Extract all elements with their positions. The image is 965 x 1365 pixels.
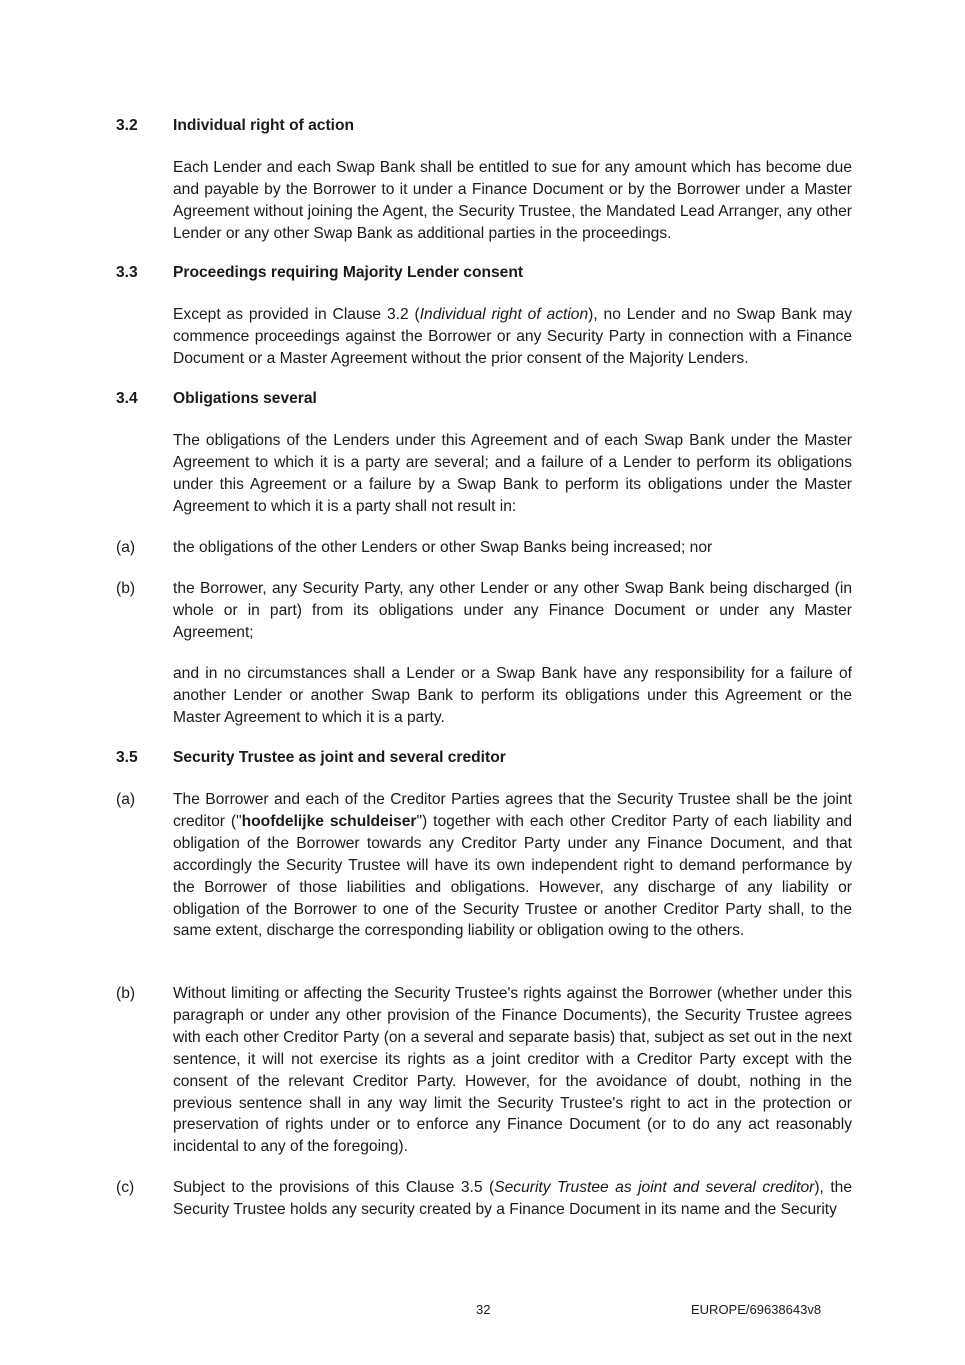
clause-reference: Individual right of action (419, 306, 589, 323)
body-text: Except as provided in Clause 3.2 ( (173, 306, 420, 323)
list-item-text: the Borrower, any Security Party, any other Lender or any other Swap Bank being discharged (in whole or in part) from its obligations under any Finance Document or under any Master Agreement; (173, 580, 852, 641)
list-item-text (173, 1177, 852, 1221)
list-item-text: the obligations of the other Lenders or other Swap Banks being increased; nor (173, 539, 713, 556)
body-text: ") together with each other Creditor Party of each liability and obligation of the Borrower towards any Creditor Party under any Finance Document, and that accordingly the Security Trustee will have its own independent right to demand performance by the Borrower of those liabilities and obligations. However, any discharge of any liability or obligation of the Borrower to one of the Security Trustee or another Creditor Party shall, to the same extent, discharge the corresponding liability or obligation owing to the others. (173, 812, 852, 940)
body-text: The Borrower and each of the Creditor Parties agrees that the Security Trustee shall be the joint creditor (" (173, 791, 852, 830)
document-reference: EUROPE/69638643v8 (691, 1302, 822, 1317)
section-number: 3.3 (116, 264, 138, 281)
list-item-text: Without limiting or affecting the Security Trustee's rights against the Borrower (whether under this paragraph or under any other provision of the Finance Documents), the Security Trustee agrees with each other Creditor Party (on a several and separate basis) that, subject as set out in the next sentence, it will not exercise its rights as a joint creditor with a Creditor Party except with the consent of the relevant Creditor Party. However, for the avoidance of doubt, nothing in the previous sentence shall in any way limit the Security Trustee's right to act in the protection or preservation of rights under or to enforce any Finance Document (or to do any act reasonably incidental to any of the foregoing). (173, 985, 852, 1156)
section-number: 3.4 (116, 390, 138, 407)
section-3-4-body: The obligations of the Lenders under this Agreement and of each Swap Bank under the Master Agreement to which it is a party are several; and a failure of a Lender to perform its obligations under this Agreement or a failure by a Swap Bank to perform its obligations under the Master Agreement to which it is a party shall not result in: (173, 432, 852, 515)
section-3-3-body (173, 304, 852, 370)
defined-term: hoofdelijke schuldeiser (241, 812, 417, 830)
section-number: 3.2 (116, 117, 138, 134)
section-number: 3.5 (116, 749, 138, 766)
section-title: Individual right of action (173, 117, 355, 134)
clause-reference: Security Trustee as joint and several creditor (494, 1179, 815, 1196)
section-title: Proceedings requiring Majority Lender consent (173, 264, 524, 281)
page-number: 32 (476, 1302, 491, 1317)
body-text: ), no Lender and no Swap Bank may commence proceedings against the Borrower or any Security Party in connection with a Finance Document or a Master Agreement without the prior consent of the Majority Lenders. (173, 306, 852, 367)
body-text: Subject to the provisions of this Clause 3.5 ( (173, 1179, 495, 1196)
list-item-label: (c) (116, 1179, 135, 1196)
list-item-label: (a) (116, 539, 136, 556)
list-item-label: (a) (116, 791, 136, 808)
section-3-4-closing: and in no circumstances shall a Lender or a Swap Bank have any responsibility for a failure of another Lender or another Swap Bank to perform its obligations under this Agreement or the Master Agreement to which it is a party. (173, 665, 852, 726)
section-3-2-body: Each Lender and each Swap Bank shall be entitled to sue for any amount which has become due and payable by the Borrower to it under a Finance Document or by the Borrower under a Master Agreement without joining the Agent, the Security Trustee, the Mandated Lead Arranger, any other Lender or any other Swap Bank as additional parties in the proceedings. (173, 159, 852, 242)
section-title: Obligations several (173, 390, 317, 407)
list-item-text (173, 789, 852, 942)
section-title: Security Trustee as joint and several creditor (173, 749, 506, 766)
body-text: ), the Security Trustee holds any security created by a Finance Document in its name and the Security (173, 1179, 852, 1218)
list-item-label: (b) (116, 580, 136, 597)
list-item-label: (b) (116, 985, 136, 1002)
